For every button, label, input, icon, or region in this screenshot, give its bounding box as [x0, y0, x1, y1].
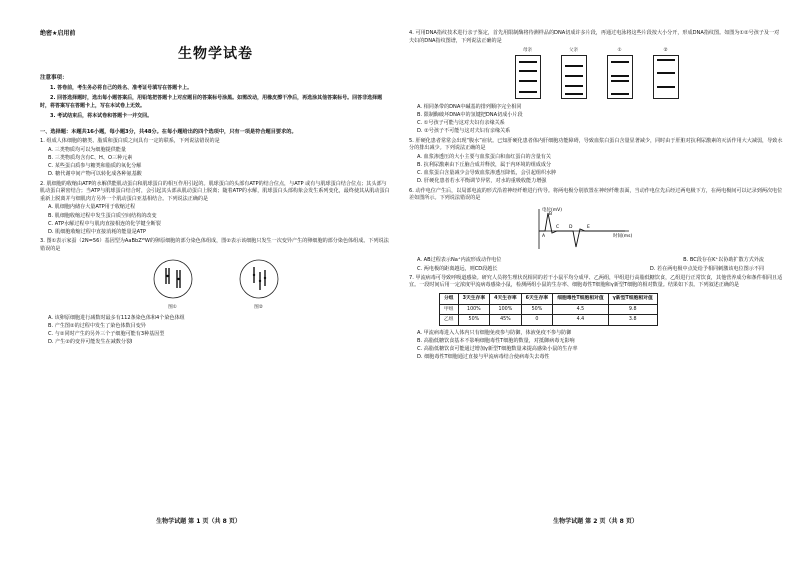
q4-option-b: B. 限制酶破坏DNA中的氢键把DNA切成小片段 [417, 111, 523, 118]
point-d-label: D [569, 224, 573, 230]
dna-band [519, 61, 537, 64]
q3-option-c: C. 与②同时产生的另外三个子细胞可能有3种基因型 [48, 331, 165, 337]
q5-option-a: A. 血浆渗透压的大小主要与血浆蛋白和血红蛋白的含量有关 [417, 153, 551, 160]
q3-option-b: B. 产生图②的过程中发生了染色体数目变异 [48, 322, 146, 329]
q1-option-d: D. 糖代谢中间产物可以转化成各种氨基酸 [48, 171, 142, 178]
q7-option-a: A. 甲流病毒进入人体内只有细胞免疫参与防御，体液免疫不参与防御 [417, 329, 572, 336]
question-6 [409, 188, 784, 273]
exam-title: 生物学试卷 [178, 46, 253, 62]
point-a-label: A [542, 233, 546, 239]
dna-band [565, 75, 583, 78]
dna-band [611, 93, 629, 96]
figure-1 [150, 258, 196, 311]
figure-1-label: 图① [168, 305, 177, 310]
q6-option-d: D. 若在两电极中点处给予相同刺激该电位图示不同 [649, 265, 764, 272]
dna-strip [653, 55, 679, 99]
q6-option-a: A. AB过程表示Na⁺内流形成动作电位 [417, 257, 502, 264]
q6-options-row-1 [409, 256, 784, 264]
dna-band [657, 59, 675, 62]
dna-band [565, 85, 583, 88]
survival-table [439, 293, 658, 326]
notes-heading: 注意事项： [40, 75, 68, 81]
q7-option-c: C. 高脂低糖饮食可能通过增加γ新型T细胞数量来提高感染小鼠的生存率 [417, 346, 578, 353]
lane-label-mother: 母亲 [523, 48, 532, 54]
question-4-stem: 4. 可用DNA指纹技术进行亲子鉴定，首先用限制酶将待测样品的DNA切成许多片段，再通过电泳将这些片段按大小分开，形成DNA指纹图。如图为①②号孩子及一对夫妇的DNA指纹图谱，下列说法正确的是 [409, 30, 780, 44]
dna-band [611, 61, 629, 64]
page-2 [397, 0, 794, 561]
table-header-row [440, 293, 658, 304]
note-3: 3. 考试结束后，将本试卷和答题卡一并交回。 [50, 113, 153, 120]
q7-option-b: B. 高脂低糖饮食基本不影响细胞毒性T细胞的数量，对抵御病毒无影响 [417, 337, 575, 344]
q1-option-c: C. 某些蛋白质参与糖类和脂质的氧化分解 [48, 163, 142, 170]
table-cell: 9.8 [608, 304, 657, 315]
question-1-stem: 1. 组成人体细胞的糖类、脂质和蛋白质之间具有一定的联系，下列说法错误的是 [40, 138, 220, 145]
dna-band [519, 91, 537, 94]
table-header: γ新型T细胞相对值 [608, 293, 657, 304]
dna-band [565, 93, 583, 96]
table-header: 细胞毒性T细胞相对值 [553, 293, 608, 304]
graph-xlabel: 时间(ms) [613, 233, 633, 239]
figure-2 [236, 258, 282, 311]
question-5 [409, 138, 784, 186]
lane-label-father: 父亲 [569, 48, 578, 54]
dna-band [519, 70, 537, 73]
q6-option-b: B. BC段存在K⁺以协助扩散方式外流 [683, 257, 764, 264]
q2-option-c: C. ATP水解过程中与肌肉直接相连的化学键全断裂 [48, 220, 161, 227]
table-cell: 100% [458, 304, 490, 315]
potential-curve [539, 213, 625, 247]
table-header: 分组 [440, 293, 459, 304]
table-cell: 100% [490, 304, 522, 315]
action-potential-graph [529, 205, 784, 255]
q5-option-b: B. 抗利尿激素由下丘脑合成并释放，属于内环境的组成成分 [417, 161, 552, 168]
dna-band [565, 65, 583, 68]
table-cell: 45% [490, 315, 522, 326]
question-1 [40, 138, 391, 178]
note-1: 1. 答卷前，考生务必将自己的姓名、准考证号填写在答题卡上。 [50, 85, 193, 91]
table-header: 4天生存率 [490, 293, 522, 304]
question-6-stem: 6. 动作电位产生后，以局部电流的形式沿着神经纤维进行传导。将两电极分别放置在神经纤维表面，当动作电位先后经过两电极下方，在两电极间可以记录到两次电位差如图所示。下列说法错误的是 [409, 187, 783, 202]
q1-option-b: B. 三类物质均含有C、H、O三种元素 [48, 155, 133, 162]
dna-band [611, 80, 629, 83]
table-cell: 50% [458, 315, 490, 326]
cell-diagram-2 [236, 258, 282, 300]
table-cell: 乙组 [440, 315, 459, 326]
dna-band [657, 72, 675, 75]
potential-curve-svg [529, 205, 639, 251]
question-7-stem: 7. 甲流病毒可导致呼吸道感染。研究人员将生理状况相同的若干小鼠平均分成甲、乙两组，甲组进行高脂低糖饮食，乙组进行正常饮食，其他营养成分和条件相同且适宜。一段时间后用一定浓度甲流病毒感染小鼠，检测两组小鼠的生存率、细胞毒性T细胞和γ新型T细胞的相对数量。结果如下表。下列叙述正确的是 [409, 274, 783, 289]
lane-label-child-1: ① [617, 48, 622, 54]
q3-option-a: A. 该卵原细胞进行减数时最多有112条染色体和4个染色体组 [48, 314, 185, 321]
dna-lane-father [561, 47, 587, 99]
dna-strip [607, 55, 633, 99]
question-7 [409, 275, 784, 362]
dna-band [611, 75, 629, 78]
table-cell: 3.8 [608, 315, 657, 326]
q4-option-c: C. ①号孩子可能与这对夫妇有亲缘关系 [417, 120, 505, 127]
table-cell: 甲组 [440, 304, 459, 315]
q2-option-b: B. 肌细胞收缩过程中发生蛋白质空间结构的改变 [48, 212, 157, 219]
question-5-stem: 5. 肝硬化患者常常会出现“腹水”症状。已知肝硬化患者体内肝细胞功能障碍，导致血浆白蛋白含量显著减少，同时由于肝脏对抗利尿激素的灭活作用大大减弱，导致水分的排出减少。下列说法正确的是 [409, 137, 783, 152]
section-1-heading: 一、选择题：本题共16小题，每小题3分，共48分。在每小题给出的四个选项中，只有一项是符合题目要求的。 [40, 128, 297, 135]
dna-band [657, 86, 675, 89]
dna-band [519, 80, 537, 83]
dna-strip [561, 55, 587, 99]
q6-options-row-2 [409, 265, 784, 273]
point-e-label: E [587, 224, 590, 230]
cell-diagram-1 [150, 258, 196, 300]
page-1-footer: 生物学试题 第 1 页（共 8 页） [156, 518, 241, 525]
lane-label-child-2: ② [663, 48, 668, 54]
table-header: 6天生存率 [521, 293, 553, 304]
table-row [440, 315, 658, 326]
q2-option-d: D. 肌细胞收缩过程中直接消耗的能量是ATP [48, 229, 146, 236]
table-header: 3天生存率 [458, 293, 490, 304]
graph-ylabel: 电位(mV) [542, 207, 562, 213]
q1-option-a: A. 三类物质均可以为细胞提供能量 [48, 146, 126, 153]
point-c-label: C [556, 224, 560, 230]
q4-option-a: A. 相同条带的DNA中碱基的排列顺序完全相同 [417, 103, 522, 110]
q4-option-d: D. ②号孩子不可能与这对夫妇有亲缘关系 [417, 128, 511, 135]
dna-fingerprint-figure [409, 47, 784, 99]
question-2-stem: 2. 肌细胞的收缩由ATP的水解供能肌动蛋白和肌球蛋白的相互作用引起的。肌球蛋白的头部有ATP的结合位点，与ATP 或有与肌球蛋白结合位点；其头部与肌动蛋白紧密结合；当ATP与肌球蛋白结合时，会引起其头部从肌动蛋白上脱离；随着ATP的水解，肌球蛋白头部构象会发生系列变化，最终使其从肌动蛋白重新上脱离并与细肌肉方另外一个肌动蛋白亚基相结合。下列说法正确的是 [40, 180, 390, 202]
note-2: 2. 回答选择题时，选出每小题答案后，用铅笔把答题卡上对应题目的答案标号涂黑。如需改动，用橡皮擦干净后，再选涂其他答案标号。回答非选择题时，将答案写在答题卡上，写在本试卷上无效。 [40, 95, 383, 109]
q5-option-c: C. 血浆蛋白含量减少会导致血浆渗透压降低，会引起组织水肿 [417, 170, 557, 177]
table-cell: 50% [521, 304, 553, 315]
question-3-stem: 3. 图①表示家蚕（2N=56）基因型为AaBbZᵂW的卵原细胞的部分染色体组成，图②表示该细胞只发生一次变异产生的卵细胞的部分染色体组成。下列说法错误的是 [40, 238, 389, 252]
question-3 [40, 238, 391, 346]
table-cell: 4.4 [553, 315, 608, 326]
dna-lane-child-2 [653, 47, 679, 99]
secret-label: 绝密★启用前 [40, 30, 76, 37]
cell-figures [40, 258, 391, 311]
figure-2-label: 图② [254, 305, 263, 310]
dna-lane-child-1 [607, 47, 633, 99]
q6-option-c: C. 两电极的距离越远，则CD段越长 [417, 265, 498, 272]
q5-option-d: D. 肝硬化患者若水平衡调节异常，对水的重吸收能力增强 [417, 178, 547, 185]
question-4 [409, 30, 784, 136]
q3-option-d: D. 产生②的变异可能发生在减数分裂Ⅰ [48, 339, 133, 346]
q2-option-a: A. 肌细胞内储存大量ATP用于收缩过程 [48, 204, 136, 211]
table-cell: 4.5 [553, 304, 608, 315]
table-cell: 0 [521, 315, 553, 326]
page-2-footer: 生物学试题 第 2 页（共 8 页） [553, 518, 638, 525]
dna-lane-mother [515, 47, 541, 99]
table-row [440, 304, 658, 315]
q7-option-d: D. 细胞毒性T细胞通过直接与甲流病毒结合使病毒失去毒性 [417, 354, 550, 361]
point-b-label: B [549, 211, 553, 217]
dna-strip [515, 55, 541, 99]
question-2 [40, 181, 391, 237]
